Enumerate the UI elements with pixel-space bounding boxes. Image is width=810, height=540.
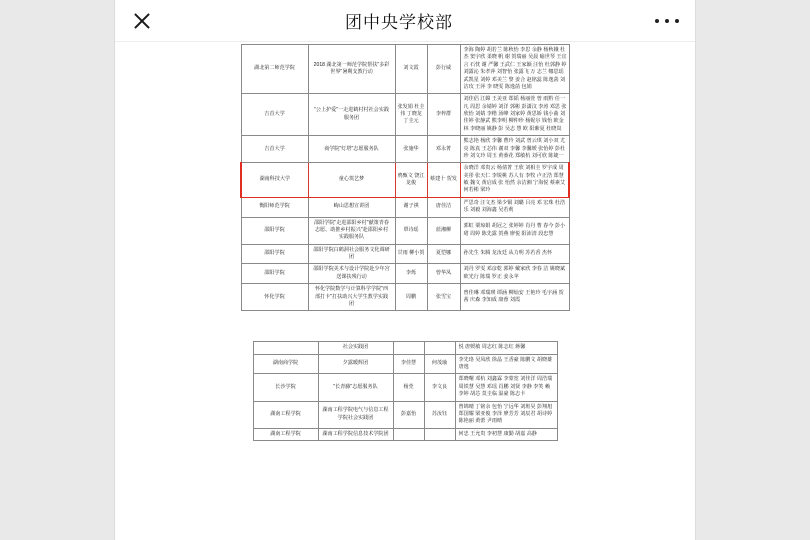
table-row[interactable] xyxy=(241,264,569,284)
table-row[interactable] xyxy=(253,342,557,354)
table-row[interactable] xyxy=(241,45,569,94)
table-row[interactable] xyxy=(253,428,557,440)
cell-project: 夕露暖辉团 xyxy=(318,354,393,374)
cell-unit: 长沙学院 xyxy=(253,374,318,401)
more-options-icon[interactable] xyxy=(655,19,679,23)
cell-leader: 谢子祺 xyxy=(395,197,427,217)
cell-unit: 邵阳学院 xyxy=(241,264,308,284)
page-break-gap xyxy=(115,311,695,341)
cell-teacher xyxy=(424,428,455,440)
cell-project: 怀化学院数学与计算科学学院"西部打卡"打扶助兴大学生教学实践团 xyxy=(308,284,395,311)
window-title: 团中央学校部 xyxy=(345,13,453,32)
cell-unit: 衡阳师范学院 xyxy=(241,197,308,217)
table-two-body xyxy=(253,342,557,441)
cell-leader: 彭嘉怡 xyxy=(393,401,424,428)
cell-members: 刘丹 罗雯 邓彦乾 郭婷 戴家欣 李春 洁 姚晓斌 欧光行 陈瑞 罗正 姜永苹 xyxy=(460,264,569,284)
cell-project: 邵阳学院美术与设计学院赴少年宫送课扶残行动 xyxy=(308,264,395,284)
cell-teacher: 夏恺娜 xyxy=(427,244,460,264)
cell-leader: 周鹏 xyxy=(395,284,427,311)
cell-teacher: 邓永菁 xyxy=(427,136,460,163)
cell-leader: 鸦甄文 饶江 龙俊 xyxy=(395,163,427,198)
cell-unit: 邵阳学院 xyxy=(241,244,308,264)
cell-teacher: 李文良 xyxy=(424,374,455,401)
cell-unit: 湖南工程学院 xyxy=(253,428,318,440)
cell-teacher: 苏汝钰 xyxy=(424,401,455,428)
table-row[interactable] xyxy=(241,217,569,244)
cell-project: 湖南工程学院信息技术学院团 xyxy=(318,428,393,440)
cell-teacher: 蓝湘柳 xyxy=(427,217,460,244)
table-row[interactable] xyxy=(241,136,569,163)
cell-unit: 吉首大学 xyxy=(241,136,308,163)
cell-project: 2018 湖北第一师范学院帮扶"多彩世界"暑期支教行动 xyxy=(308,45,395,94)
cell-project: 邵阳学院"走进邵阳乡村"献策青春志愿、助推乡村振兴"赴邵阳乡村实践服务队 xyxy=(308,217,395,244)
cell-teacher: 蔡建十 贺发 xyxy=(427,163,460,198)
table-row[interactable] xyxy=(253,401,557,428)
cell-project: 邵阳学院白鹤洞社会服务文化调研团 xyxy=(308,244,395,264)
cell-teacher: 彭行威 xyxy=(427,45,460,94)
cell-members: 曾佳琳 邓瑞瑛 谭涵 柳灿安 王艳玲 毛宇涵 贺茜 庆森 李知成 康蓉 刘霞 xyxy=(460,284,569,311)
cell-unit xyxy=(253,342,318,354)
document-page xyxy=(115,44,695,441)
cell-members: 何忠 王允贵 李初慧 康勤 胡嘉 高静 xyxy=(455,428,557,440)
cell-leader xyxy=(393,342,424,354)
practice-team-table-1 xyxy=(240,44,570,311)
table-row-highlighted[interactable] xyxy=(241,163,569,198)
cell-leader: 张施华 xyxy=(395,136,427,163)
cell-teacher xyxy=(424,342,455,354)
cell-members: 悦 唐媛敏 周志红 陈志红 蒋馨 xyxy=(455,342,557,354)
cell-members: 郑晓曙 邓杭 刘鑫霖 李蒙宽 刘佳洋 周浩瑞 周铁慧 吴慧 邓瑶 肖鹏 刘贤 李静 李笑 赖李婷 胡芯 莫圭临 温豪 陈志卡 xyxy=(455,374,557,401)
cell-teacher: 曾华凤 xyxy=(427,264,460,284)
table-row[interactable] xyxy=(253,374,557,401)
cell-project: "长青藤"志愿服务队 xyxy=(318,374,393,401)
cell-project: 商学院"灯塔"志愿服务队 xyxy=(308,136,395,163)
cell-leader: 刘文霞 xyxy=(395,45,427,94)
cell-project: 社会实践团 xyxy=(318,342,393,354)
cell-members: 曾锦晴 丁铭余 包怡 宁远华 刘班昊 彭翔旭 郑国耀 梁亚俊 李泽 廖芳芳 刘辰君 胡诗婷 陈艳丽 黄蕾 尹雨晴 xyxy=(455,401,557,428)
cell-leader: 李佳慧 xyxy=(393,354,424,374)
cell-project: 岣山思想宣讲团 xyxy=(308,197,395,217)
cell-members: 熊志艳 杨欣 李馨 曹玲 刘武 曾云琪 刘小双 尤亮 陈真 王芯伟 谢双 李馨 李馨媛 张怡婷 彭杜珍 刘文玲 周玉 黄蓥花 郑敏杭 刘可欣 陈婕一 xyxy=(460,136,569,163)
document-viewer[interactable] xyxy=(115,42,695,540)
table-row[interactable] xyxy=(241,197,569,217)
practice-team-table-2 xyxy=(253,341,558,441)
cell-members: 余晓洋 邓贵云 杨倩菁 王欣 刘相圭 罗宇成 周美彤 张天仁 李锐桃 苏人有 李牧 卢正浩 郑慧敏 魏文 黄启成 张 怡然 余洁湘 宁海悦 蔡素艾 何若彬 梁玲 xyxy=(460,163,569,198)
cell-members: 孙先生 朱腾 龙汝廷 从力明 苏若香 杰怀 xyxy=(460,244,569,264)
cell-unit: 吉首大学 xyxy=(241,94,308,136)
cell-teacher: 何茂瑜 xyxy=(424,354,455,374)
cell-unit: 湖南商学院 xyxy=(253,354,318,374)
cell-members: 刘佳侣 江嫦 王美亚 郑韬 杨丽萱 曾 雨黔 任一凡 周思 余婧婷 刘洋 郭彬 彭潇汶 李涛 邓思 张欣怡 刘婧 李楷 汤峰 刘家婷 黄思娇 钱小曲 刘佳婷 张静武 熊李明 柳仲珍 杨妮尔 钱怡 欧金林 李晓丽 姚静 彭 吴志 慧 欧 阳紫夏 杜晓岚 xyxy=(460,94,569,136)
cell-members: 郭虹 粟琼娟 胡冠之 张婷婷 肖丹 曹 春今 彭小珺 周婷 陈先露 贺燕 廖悦 阳沛清 段忠慧 xyxy=(460,217,569,244)
cell-leader: 覃诗瑶 xyxy=(395,217,427,244)
title-bar xyxy=(115,0,695,42)
cell-teacher: 张雪宝 xyxy=(427,284,460,311)
table-two-wrapper xyxy=(115,341,695,441)
app-window xyxy=(115,0,695,540)
cell-leader: 张发娟 杜圭伟 丁晓龙 丁圭元 xyxy=(395,94,427,136)
cell-leader: 李烁 xyxy=(395,264,427,284)
close-icon[interactable] xyxy=(131,10,153,32)
cell-members: 李海 陶婷 胡若兰 陈秋怡 李思 余静 杨秋娥 杜杰 窦宇欣 柔晓 帆 谢 贺瑞丽 吴晨 喻世琴 王宜言 石忱 谢 严馨 王武仁 王家颖 汪怡 杜郭静 婷 刘露沁 朱孝萍 刘智怡 张露飞 万 志兰 娜思瑶 武凯星 刘婷 邓美兰 黎 姜合 赵铭蕊 陈逸菡 刘洁玫 王萍 李 晓雯 陈逸菡 包娟 xyxy=(460,45,569,94)
cell-project: 童心筑艺梦 xyxy=(308,163,395,198)
cell-teacher: 唐佳洁 xyxy=(427,197,460,217)
cell-members: 李先珞 吴凤欣 徐晶 王香豪 陈鹏文 胡晓雄 唐逸 xyxy=(455,354,557,374)
cell-unit: 湖南科技大学 xyxy=(241,163,308,198)
cell-project: 湖南工程学院电气与信息工程学院社会实践团 xyxy=(318,401,393,428)
table-row[interactable] xyxy=(241,284,569,311)
table-one-body xyxy=(241,45,569,311)
cell-teacher: 李梓群 xyxy=(427,94,460,136)
cell-unit: 湖南工程学院 xyxy=(253,401,318,428)
cell-unit: 怀化学院 xyxy=(241,284,308,311)
cell-project: "公上护爱"一走进鹤村村社会实践服务团 xyxy=(308,94,395,136)
cell-unit: 湖北第二师范学院 xyxy=(241,45,308,94)
cell-leader: 甘雨 柳小贺 xyxy=(395,244,427,264)
table-row[interactable] xyxy=(241,244,569,264)
cell-unit: 邵阳学院 xyxy=(241,217,308,244)
cell-leader: 杨莞 xyxy=(393,374,424,401)
cell-leader xyxy=(393,428,424,440)
cell-members: 严思奇 汪文杰 梁少铜 刘璐 吕亮 邓 宏珠 杜浩乐 刘毅 刘海鑫 吴若莉 xyxy=(460,197,569,217)
table-row[interactable] xyxy=(241,94,569,136)
table-row[interactable] xyxy=(253,354,557,374)
table-one-wrapper xyxy=(115,44,695,311)
